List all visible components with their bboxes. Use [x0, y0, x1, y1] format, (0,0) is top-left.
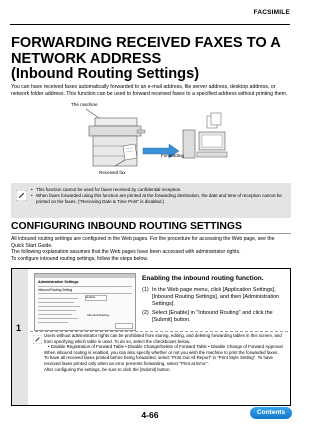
- page-title: [11, 36, 291, 83]
- substep-number: (1): [142, 287, 149, 293]
- pencil-icon: [16, 190, 27, 201]
- substep-text: Select [Enable] in "Inbound Routing" and click the [Submit] button.: [152, 310, 273, 324]
- web-page-screenshot: [34, 273, 136, 331]
- document-icon: [207, 113, 221, 128]
- title-line-1: FORWARDING RECEIVED FAXES TO A: [11, 35, 281, 51]
- page-number: 4-66: [141, 410, 159, 420]
- body-line: To configure inbound routing settings, follow the steps below.: [11, 255, 149, 262]
- note-item: • This function cannot be used for faxes received by confidential reception.: [31, 187, 287, 193]
- body-line: Quick Start Guide.: [11, 242, 53, 249]
- title-line-2: NETWORK ADDRESS: [11, 50, 162, 67]
- forwarding-illustration: [11, 100, 291, 178]
- copier-machine-icon: [89, 118, 145, 166]
- step-box: [11, 268, 291, 406]
- received-fax-label: Received fax: [99, 170, 126, 175]
- step-divider: [30, 331, 288, 332]
- step-number: 1: [16, 323, 22, 333]
- machine-label: The machine: [71, 102, 98, 107]
- step-number-column: [12, 269, 28, 405]
- screenshot-titlebar: [35, 274, 135, 278]
- computer-icon: [183, 130, 227, 158]
- received-fax-icon: [123, 144, 137, 160]
- note-list: [31, 187, 287, 205]
- contents-button[interactable]: Contents: [250, 407, 292, 419]
- section-body: [11, 236, 293, 262]
- screenshot-value: Enable: [86, 295, 96, 299]
- screenshot-title: Administration Settings: [38, 280, 79, 284]
- pencil-icon: [33, 335, 42, 344]
- note-box: [11, 183, 291, 218]
- step-title: Enabling the inbound routing function.: [142, 275, 264, 282]
- substep-1: [142, 287, 288, 309]
- substep-text: In the Web page menu, click [Application Settings], [Inbound Routing Settings], and then [Administration Settings].: [152, 287, 280, 308]
- forwarding-label: Forwarding: [161, 153, 184, 158]
- step-note-line: When inbound routing is enabled, you can also specify whether or not you wish the machine to print the forwarded faxes.: [44, 349, 279, 355]
- substep-2: [142, 310, 288, 324]
- intro-text: You can have received faxes automatically forwarded to an e-mail address, file server address, desktop address, or network folder address. This function can be used to forward received faxes to a specified address without printing them.: [11, 84, 288, 97]
- note-item: • When faxes forwarded using this function are printed at the forwarding destination, the date and time of reception cannot be printed on the faxes. ("Receiving Date & Time Print" is disabled.): [31, 193, 287, 205]
- page-header: [10, 4, 290, 25]
- section-heading: CONFIGURING INBOUND ROUTING SETTINGS: [11, 221, 291, 234]
- title-line-3: (Inbound Routing Settings): [11, 66, 200, 82]
- step-note-line: To have all received faxes printed before being forwarded, select "Print Out All Report" in "Print Style Setting". To have received faxes printed only when an error prevents forwarding, select "Print at Error".: [44, 355, 273, 366]
- screenshot-subtitle: Inbound Routing Setting: [38, 288, 73, 292]
- step-note: [44, 333, 286, 372]
- step-note-line: Users without administrator rights can be prohibited from storing, editing, and deleting forwarding tables in this screen, and from specifying which table is used. To do so, select the checkboxes below.: [44, 333, 282, 344]
- step-note-line: • Disable Registration of Forward Table • Disable Change/Delete of Forward Table • Disable Change of Forward Approval: [48, 344, 283, 350]
- screenshot-lower-label: Inbound Routing: [87, 313, 110, 317]
- substep-number: (2): [142, 310, 149, 316]
- step-note-line: After configuring the settings, be sure to click the [Submit] button.: [44, 366, 171, 372]
- section-label: FACSIMILE: [253, 9, 290, 16]
- body-line: The following explanation assumes that the Web pages have been accessed with administrator rights.: [11, 249, 241, 255]
- body-line: All inbound routing settings are configured in the Web pages. For the procedure for accessing the Web page, see the: [11, 236, 275, 242]
- forwarding-diagram: [11, 100, 291, 178]
